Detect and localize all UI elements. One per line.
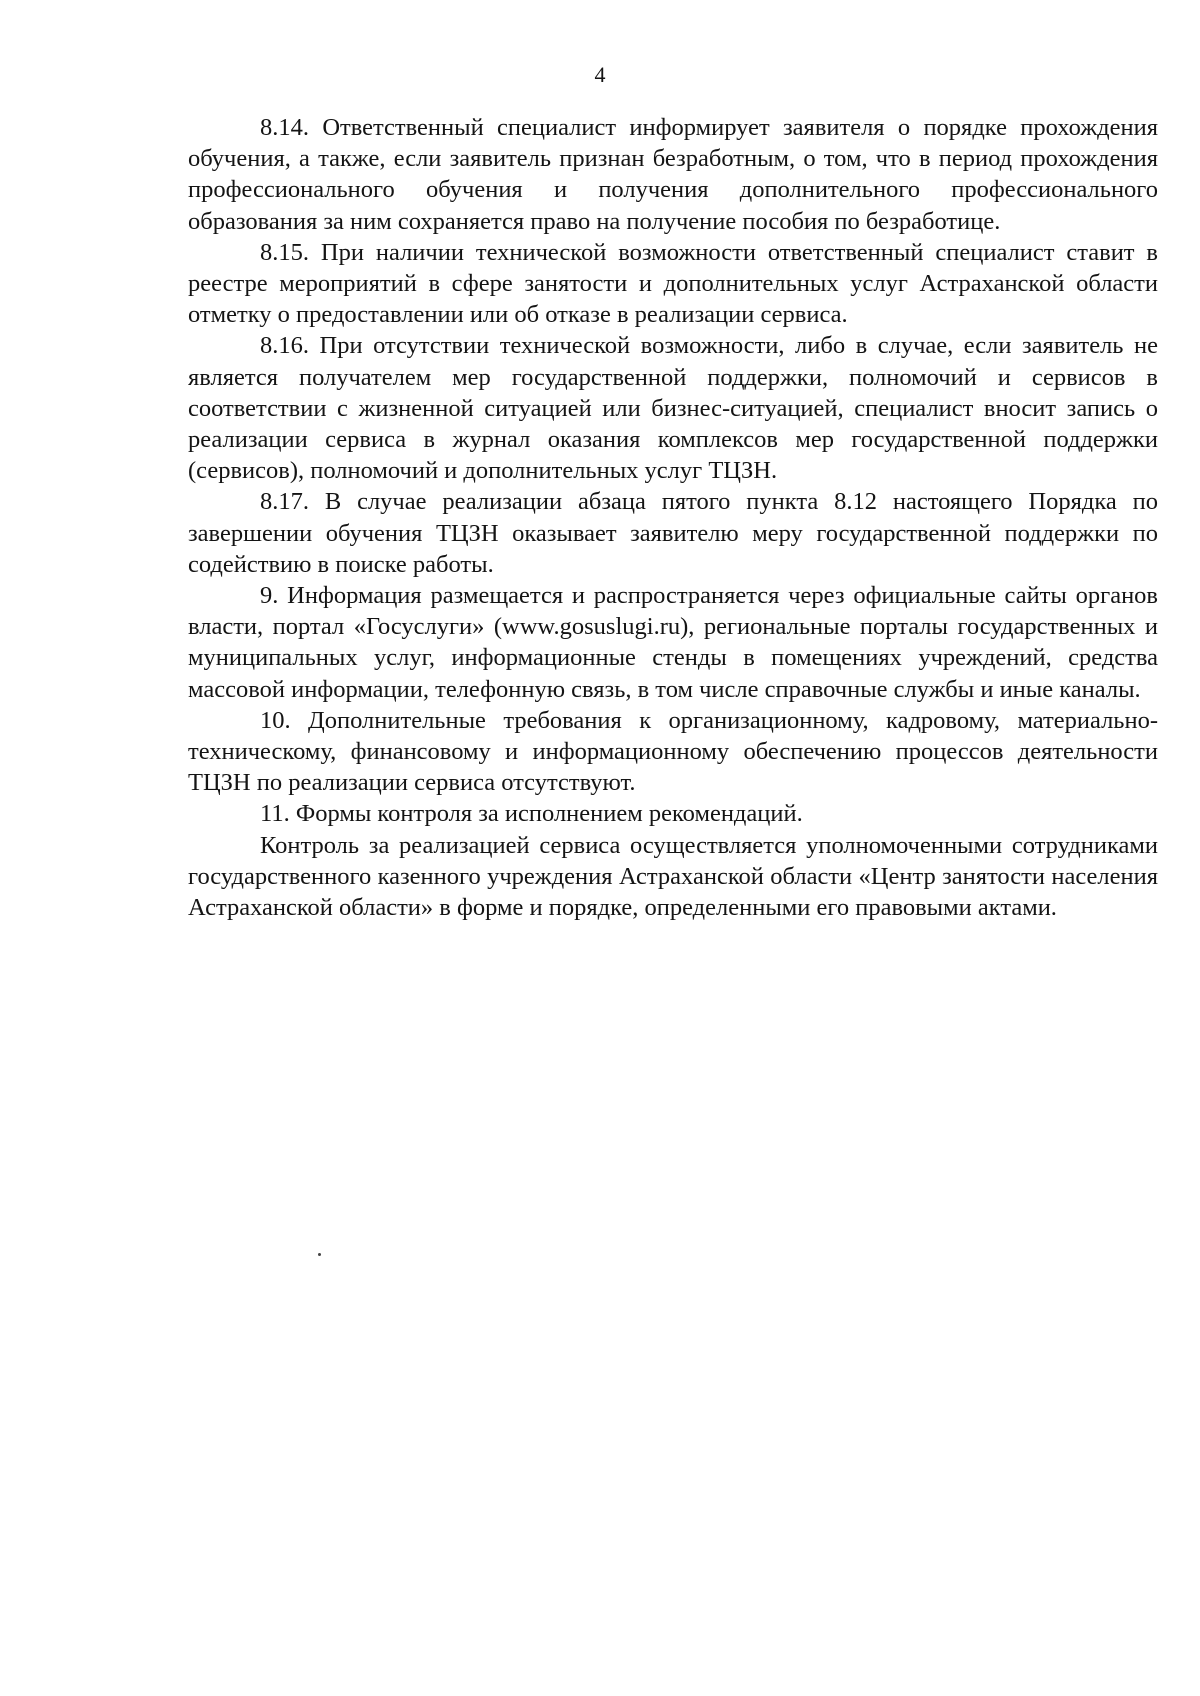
page-number: 4 xyxy=(594,62,606,87)
paragraph-11: 11. Формы контроля за исполнением рекомендаций. xyxy=(260,800,803,828)
scan-artifact-dot xyxy=(318,1253,321,1256)
paragraph-8-14: 8.14. Ответственный специалист информирует заявителя о порядке прохождения обучения, а также, если заявитель признан безработным, о том, что в период прохождения профессионального обучения и получения дополнительного профессионального образования за ним сохраняется право на получение пособия по безработице. xyxy=(188,114,1158,235)
paragraph-11-control: Контроль за реализацией сервиса осуществляется уполномоченными сотрудниками государственного казенного учреждения Астраханской области «Центр занятости населения Астраханской области» в форме и порядке, определенными его правовыми актами. xyxy=(188,831,1158,922)
paragraph-8-15: 8.15. При наличии технической возможности ответственный специалист ставит в реестре мероприятий в сфере занятости и дополнительных услуг Астраханской области отметку о предоставлении или об отказе в реализации сервиса. xyxy=(188,238,1158,329)
paragraph-8-16: 8.16. При отсутствии технической возможности, либо в случае, если заявитель не является получателем мер государственной поддержки, полномочий и сервисов в соответствии с жизненной ситуацией или бизнес-ситуацией, специалист вносит запись о реализации сервиса в журнал оказания комплексов мер государственной поддержки (сервисов), полномочий и дополнительных услуг ТЦЗН. xyxy=(188,332,1158,485)
paragraph-10: 10. Дополнительные требования к организационному, кадровому, материально-техническому, финансовому и информационному обеспечению процессов деятельности ТЦЗН по реализации сервиса отсутствуют. xyxy=(188,706,1158,797)
paragraph-8-17: 8.17. В случае реализации абзаца пятого пункта 8.12 настоящего Порядка по завершении обучения ТЦЗН оказывает заявителю меру государственной поддержки по содействию в поиске работы. xyxy=(188,488,1158,578)
document-body xyxy=(188,112,1158,923)
paragraph-9: 9. Информация размещается и распространяется через официальные сайты органов власти, портал «Госуслуги» (www.gosuslugi.ru), региональные порталы государственных и муниципальных услуг, информационные стенды в помещениях учреждений, средства массовой информации, телефонную связь, в том числе справочные службы и иные каналы. xyxy=(188,582,1158,703)
